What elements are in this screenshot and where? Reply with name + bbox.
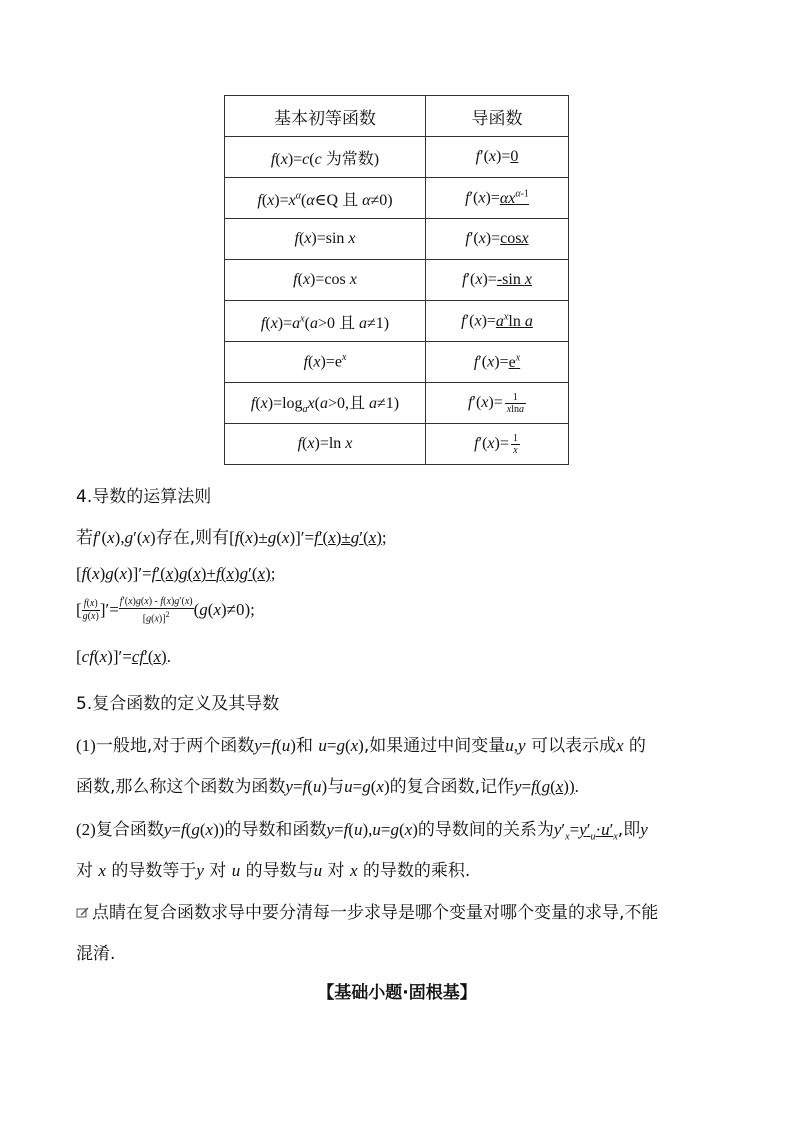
composite-derivative-line2: 对 x 的导数等于y 对 u 的导数与u 对 x 的导数的乘积.	[76, 861, 471, 881]
function-cell: f(x)=sin x	[225, 219, 426, 260]
derivative-cell: f′(x)= $\frac{1}{x}$	[426, 424, 569, 465]
section4-heading: 4.导数的运算法则	[76, 487, 212, 507]
function-cell: $f(x)=x^\alpha(\alpha\in Q$ 且 α≠0)	[225, 178, 426, 219]
function-cell: f(x)=cos x	[225, 260, 426, 301]
function-cell: $f(x)=e^x$	[225, 342, 426, 383]
derivative-cell: $f'(x)=\alpha x^{\alpha-1}$	[426, 178, 569, 219]
composite-derivative-line1: (2)复合函数y=f(g(x))的导数和函数y=f(u),u=g(x)的导数间的关系为$y'_x=y'_u\cdot u'_x$,即y	[76, 820, 648, 843]
composite-definition-line1: (1)一般地,对于两个函数y=f(u)和 u=g(x),如果通过中间变量u,y 可以表示成x 的	[76, 736, 646, 756]
table-header-row	[225, 96, 569, 137]
table-row	[225, 342, 569, 383]
table-row	[225, 260, 569, 301]
section-title-basic-exercises: 【基础小题·固根基】	[317, 983, 477, 1003]
rule-constant: [cf(x)]′=cf′(x).	[76, 647, 171, 666]
derivative-cell: $f'(x)=a^x\ln$ a	[426, 301, 569, 342]
table-row	[225, 178, 569, 219]
tip-text: 点睛在复合函数求导中要分清每一步求导是哪个变量对哪个变量的求导,不能	[92, 903, 659, 923]
section5-heading: 5.复合函数的定义及其导数	[76, 694, 280, 714]
derivative-cell: f′(x)=cosx	[426, 219, 569, 260]
function-cell: f(x)=c(c 为常数)	[225, 137, 426, 178]
function-cell: $f(x)=\log_ax(a>0$,且 a≠1)	[225, 383, 426, 424]
header-basic-function: 基本初等函数	[225, 96, 426, 137]
table-row	[225, 301, 569, 342]
derivative-cell: f′(x)=-sin x	[426, 260, 569, 301]
rule-product: [f(x)g(x)]′=f′(x)g(x)+f(x)g′(x);	[76, 564, 276, 583]
table-row	[225, 383, 569, 424]
function-cell: $f(x)=a^x(a>0$ 且 a≠1)	[225, 301, 426, 342]
pencil-note-icon	[76, 907, 90, 919]
derivative-cell: f′(x)= $\frac{1}{xlna}$	[426, 383, 569, 424]
tip-line1	[76, 898, 658, 923]
table-row	[225, 137, 569, 178]
header-derivative: 导函数	[426, 96, 569, 137]
function-cell: f(x)=ln x	[225, 424, 426, 465]
tip-line2: 混淆.	[76, 944, 116, 964]
composite-definition-line2: 函数,那么称这个函数为函数y=f(u)与u=g(x)的复合函数,记作y=f(g(x)).	[76, 777, 579, 797]
table-row	[225, 219, 569, 260]
table-row	[225, 424, 569, 465]
derivative-cell: f′(x)=0	[426, 137, 569, 178]
rule-quotient: [ $\frac{f(x)}{g(x)}$ ]′= $\frac{f'(x)g(x) - f(x)g'(x)}{[g(x)]^2}$ (g(x)≠0);	[76, 596, 255, 625]
derivative-cell: $f'(x)=e^x$	[426, 342, 569, 383]
rule-sum: 若f′(x),g′(x)存在,则有[f(x)±g(x)]′=f′(x)±g′(x);	[76, 528, 387, 548]
derivative-table	[224, 95, 569, 465]
